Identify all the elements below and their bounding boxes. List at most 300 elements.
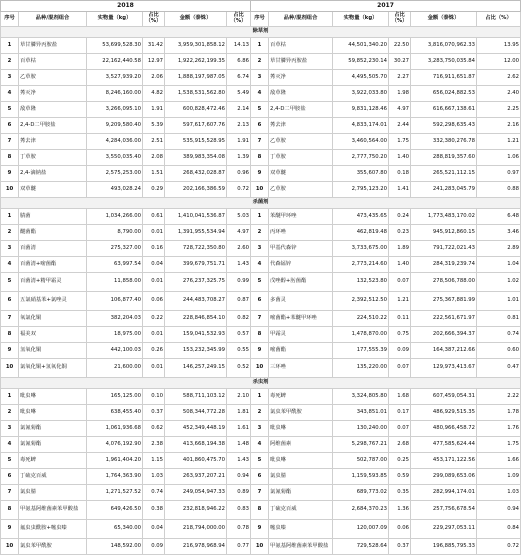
table-row [1, 54, 521, 70]
row-index-left: 2 [1, 225, 19, 241]
amount-share-left: 1.91 [227, 134, 251, 150]
variety-name-right: 甲霜灵 [269, 327, 333, 343]
table-row [1, 327, 521, 343]
amount-left: 401,860,475.70 [165, 453, 227, 469]
variety-name-left: 毒死蜱 [19, 453, 87, 469]
quantity-right: 689,773.02 [333, 485, 389, 501]
quantity-left: 53,699,528.30 [87, 38, 143, 54]
table-row [1, 469, 521, 485]
variety-name-right: 吡虫啉 [269, 453, 333, 469]
row-index-right: 5 [251, 102, 269, 118]
quantity-share-left: 0.10 [143, 389, 165, 405]
quantity-left: 165,125.00 [87, 389, 143, 405]
variety-name-right: 嘧菌酯+苯醚甲环唑 [269, 311, 333, 327]
amount-left: 228,846,854.10 [165, 311, 227, 327]
amount-share-left: 0.77 [227, 539, 251, 555]
amount-share-left: 2.60 [227, 241, 251, 257]
amount-left: 249,054,947.33 [165, 485, 227, 501]
section-header-row [1, 198, 521, 209]
quantity-share-left: 5.39 [143, 118, 165, 134]
quantity-right: 1,159,593.85 [333, 469, 389, 485]
quantity-share-left: 12.97 [143, 54, 165, 70]
amount-right: 453,171,122.56 [411, 453, 477, 469]
variety-name-left: 2,4-滴钠盐 [19, 166, 87, 182]
quantity-right: 1,478,870.00 [333, 327, 389, 343]
amount-right: 477,585,624.44 [411, 437, 477, 453]
row-index-left: 5 [1, 453, 19, 469]
quantity-right: 177,555.39 [333, 343, 389, 359]
row-index-right: 2 [251, 225, 269, 241]
variety-name-right: 氯虫腈 [269, 469, 333, 485]
col-header-amount-right: 金额（泰铢） [411, 12, 477, 27]
row-index-right: 6 [251, 469, 269, 485]
row-index-left: 4 [1, 257, 19, 273]
amount-share-right: 1.78 [477, 405, 521, 421]
row-index-left: 3 [1, 421, 19, 437]
variety-name-left: 醚菌酯 [19, 225, 87, 241]
variety-name-right: 双草醚 [269, 166, 333, 182]
quantity-share-right: 0.24 [389, 209, 411, 225]
quantity-right: 2,777,750.20 [333, 150, 389, 166]
variety-name-left: 百草枯 [19, 54, 87, 70]
quantity-right: 462,819.48 [333, 225, 389, 241]
col-header-variety-left: 品种/混剂组合 [19, 12, 87, 27]
amount-share-left: 6.86 [227, 54, 251, 70]
row-index-left: 4 [1, 437, 19, 453]
row-index-left: 9 [1, 166, 19, 182]
quantity-left: 442,100.03 [87, 343, 143, 359]
table-row [1, 182, 521, 198]
variety-name-left: 乙草胺 [19, 70, 87, 86]
quantity-right: 502,787.00 [333, 453, 389, 469]
quantity-left: 8,246,160.00 [87, 86, 143, 102]
section-title: 杀虫剂 [1, 378, 521, 389]
col-header-qty-share-right: 占比（%） [389, 12, 411, 27]
table-row [1, 389, 521, 405]
quantity-share-left: 0.22 [143, 311, 165, 327]
amount-right: 229,297,053.11 [411, 520, 477, 539]
variety-name-left: 丁硫克百威 [19, 469, 87, 485]
row-index-left: 9 [1, 520, 19, 539]
amount-right: 257,756,678.54 [411, 501, 477, 520]
table-row [1, 485, 521, 501]
col-header-index-right: 序号 [251, 12, 269, 27]
quantity-share-left: 0.37 [143, 405, 165, 421]
amount-left: 389,983,354.08 [165, 150, 227, 166]
quantity-share-right: 0.11 [389, 311, 411, 327]
amount-right: 3,816,070,962.33 [411, 38, 477, 54]
quantity-share-right: 0.17 [389, 405, 411, 421]
quantity-share-right: 1.21 [389, 292, 411, 311]
quantity-share-right: 0.07 [389, 359, 411, 378]
amount-share-right: 1.76 [477, 421, 521, 437]
section-title: 除草剂 [1, 27, 521, 38]
quantity-share-right: 4.97 [389, 102, 411, 118]
amount-share-right: 0.84 [477, 520, 521, 539]
variety-name-left: 福美双 [19, 327, 87, 343]
table-row [1, 241, 521, 257]
amount-share-left: 0.99 [227, 273, 251, 292]
row-index-left: 1 [1, 209, 19, 225]
quantity-share-right: 0.59 [389, 469, 411, 485]
quantity-right: 135,220.00 [333, 359, 389, 378]
amount-share-left: 2.14 [227, 102, 251, 118]
amount-share-left: 0.89 [227, 485, 251, 501]
amount-share-right: 1.09 [477, 469, 521, 485]
quantity-right: 132,523.80 [333, 273, 389, 292]
quantity-right: 59,852,230.14 [333, 54, 389, 70]
row-index-left: 1 [1, 389, 19, 405]
amount-left: 1,391,955,534.94 [165, 225, 227, 241]
amount-right: 592,298,635.43 [411, 118, 477, 134]
amount-share-right: 1.21 [477, 134, 521, 150]
quantity-right: 3,922,033.80 [333, 86, 389, 102]
row-index-left: 8 [1, 327, 19, 343]
quantity-share-left: 0.26 [143, 343, 165, 359]
amount-share-left: 4.97 [227, 225, 251, 241]
amount-share-left: 0.52 [227, 359, 251, 378]
amount-share-right: 1.02 [477, 273, 521, 292]
amount-share-left: 2.13 [227, 118, 251, 134]
variety-name-right: 莠灭净 [269, 70, 333, 86]
row-index-right: 4 [251, 86, 269, 102]
quantity-right: 4,495,505.70 [333, 70, 389, 86]
amount-share-left: 0.83 [227, 501, 251, 520]
quantity-left: 275,327.00 [87, 241, 143, 257]
variety-name-right: 氯虫苯甲酰胺 [269, 405, 333, 421]
amount-share-right: 2.16 [477, 118, 521, 134]
variety-name-right: 2,4-D二甲胺盐 [269, 102, 333, 118]
quantity-share-left: 0.06 [143, 292, 165, 311]
variety-name-left: 草甘膦异丙胺盐 [19, 38, 87, 54]
quantity-share-right: 1.41 [389, 182, 411, 198]
variety-name-right: 吡虫啉 [269, 421, 333, 437]
col-header-amt-share-left: 占比（%） [227, 12, 251, 27]
variety-name-right: 代森锰锌 [269, 257, 333, 273]
variety-name-right: 戊唑醇+肟菌酯 [269, 273, 333, 292]
row-index-right: 4 [251, 437, 269, 453]
row-index-right: 2 [251, 54, 269, 70]
row-index-right: 1 [251, 389, 269, 405]
quantity-share-right: 22.50 [389, 38, 411, 54]
row-index-left: 5 [1, 273, 19, 292]
variety-name-right: 苯醚甲环唑 [269, 209, 333, 225]
amount-share-right: 13.95 [477, 38, 521, 54]
table-row [1, 501, 521, 520]
amount-share-right: 2.62 [477, 70, 521, 86]
row-index-left: 8 [1, 150, 19, 166]
amount-right: 480,966,458.72 [411, 421, 477, 437]
quantity-left: 22,162,440.58 [87, 54, 143, 70]
amount-right: 1,773,483,170.02 [411, 209, 477, 225]
quantity-share-right: 2.44 [389, 118, 411, 134]
row-index-right: 9 [251, 343, 269, 359]
row-index-right: 10 [251, 539, 269, 555]
row-index-left: 9 [1, 343, 19, 359]
quantity-share-right: 1.36 [389, 501, 411, 520]
amount-left: 218,794,000.00 [165, 520, 227, 539]
row-index-right: 3 [251, 421, 269, 437]
variety-name-left: 双草醚 [19, 182, 87, 198]
quantity-right: 729,528.64 [333, 539, 389, 555]
amount-left: 1,888,197,987.05 [165, 70, 227, 86]
row-index-right: 8 [251, 150, 269, 166]
quantity-share-left: 0.38 [143, 501, 165, 520]
amount-right: 656,024,882.53 [411, 86, 477, 102]
amount-right: 616,667,138.61 [411, 102, 477, 118]
quantity-share-right: 2.27 [389, 70, 411, 86]
quantity-left: 1,061,936.68 [87, 421, 143, 437]
quantity-share-right: 30.27 [389, 54, 411, 70]
col-header-index-left: 序号 [1, 12, 19, 27]
quantity-share-left: 2.51 [143, 134, 165, 150]
quantity-left: 382,204.03 [87, 311, 143, 327]
quantity-left: 3,550,035.40 [87, 150, 143, 166]
variety-name-left: 丁草胺 [19, 150, 87, 166]
amount-share-left: 14.13 [227, 38, 251, 54]
row-index-left: 8 [1, 501, 19, 520]
quantity-share-right: 0.75 [389, 327, 411, 343]
variety-name-right: 丙环唑 [269, 225, 333, 241]
amount-left: 1,410,041,536.87 [165, 209, 227, 225]
amount-left: 146,257,249.15 [165, 359, 227, 378]
amount-share-right: 1.66 [477, 453, 521, 469]
year-header-row [1, 1, 521, 12]
amount-left: 399,679,751.71 [165, 257, 227, 273]
quantity-share-right: 2.68 [389, 437, 411, 453]
table-row [1, 405, 521, 421]
quantity-share-left: 0.62 [143, 421, 165, 437]
amount-share-left: 0.87 [227, 292, 251, 311]
amount-share-left: 1.43 [227, 257, 251, 273]
amount-left: 1,538,531,562.80 [165, 86, 227, 102]
variety-name-left: 吡虫啉 [19, 405, 87, 421]
variety-name-left: 氯虫腈 [19, 485, 87, 501]
row-index-left: 7 [1, 134, 19, 150]
amount-left: 728,722,350.80 [165, 241, 227, 257]
table-row [1, 453, 521, 469]
amount-share-right: 1.75 [477, 437, 521, 453]
amount-right: 278,506,788.00 [411, 273, 477, 292]
quantity-share-left: 2.38 [143, 437, 165, 453]
quantity-share-left: 0.01 [143, 273, 165, 292]
amount-share-right: 2.22 [477, 389, 521, 405]
quantity-share-left: 0.09 [143, 539, 165, 555]
amount-right: 265,521,112.15 [411, 166, 477, 182]
quantity-right: 3,733,675.00 [333, 241, 389, 257]
amount-left: 597,617,607.76 [165, 118, 227, 134]
quantity-share-left: 0.04 [143, 520, 165, 539]
amount-right: 607,459,054.31 [411, 389, 477, 405]
amount-share-left: 1.43 [227, 453, 251, 469]
quantity-left: 8,790.00 [87, 225, 143, 241]
quantity-left: 1,961,404.20 [87, 453, 143, 469]
variety-name-left: 吡虫啉 [19, 389, 87, 405]
row-index-left: 3 [1, 241, 19, 257]
row-index-right: 4 [251, 257, 269, 273]
quantity-right: 44,501,340.20 [333, 38, 389, 54]
row-index-left: 2 [1, 54, 19, 70]
amount-share-right: 0.74 [477, 327, 521, 343]
quantity-share-left: 1.15 [143, 453, 165, 469]
table-row [1, 225, 521, 241]
table-row [1, 257, 521, 273]
amount-share-left: 0.96 [227, 166, 251, 182]
quantity-share-left: 2.08 [143, 150, 165, 166]
quantity-right: 2,684,370.23 [333, 501, 389, 520]
amount-share-right: 6.48 [477, 209, 521, 225]
amount-share-right: 0.88 [477, 182, 521, 198]
quantity-share-left: 2.06 [143, 70, 165, 86]
variety-name-right: 丁硫克百威 [269, 501, 333, 520]
row-index-right: 3 [251, 70, 269, 86]
amount-left: 1,922,262,199.35 [165, 54, 227, 70]
quantity-share-left: 0.74 [143, 485, 165, 501]
quantity-left: 3,266,095.10 [87, 102, 143, 118]
quantity-right: 3,460,564.00 [333, 134, 389, 150]
row-index-left: 3 [1, 70, 19, 86]
row-index-left: 2 [1, 405, 19, 421]
variety-name-left: 氢氧化铜 [19, 343, 87, 359]
amount-left: 588,711,103.12 [165, 389, 227, 405]
table-row [1, 359, 521, 378]
quantity-left: 638,455.40 [87, 405, 143, 421]
table-row [1, 38, 521, 54]
quantity-share-right: 1.98 [389, 86, 411, 102]
row-index-right: 5 [251, 453, 269, 469]
variety-name-right: 噻虫嗪 [269, 520, 333, 539]
quantity-share-right: 0.06 [389, 520, 411, 539]
quantity-share-left: 0.01 [143, 327, 165, 343]
amount-share-right: 0.72 [477, 539, 521, 555]
amount-left: 232,818,946.22 [165, 501, 227, 520]
row-index-left: 10 [1, 182, 19, 198]
quantity-left: 148,592.00 [87, 539, 143, 555]
quantity-share-right: 0.35 [389, 485, 411, 501]
quantity-share-right: 1.89 [389, 241, 411, 257]
amount-left: 535,915,528.95 [165, 134, 227, 150]
amount-share-left: 0.82 [227, 311, 251, 327]
amount-left: 3,959,301,858.12 [165, 38, 227, 54]
variety-name-right: 三环唑 [269, 359, 333, 378]
amount-left: 413,668,194.38 [165, 437, 227, 453]
variety-name-right: 敌草隆 [269, 86, 333, 102]
quantity-left: 4,076,192.90 [87, 437, 143, 453]
amount-left: 268,432,028.87 [165, 166, 227, 182]
row-index-right: 8 [251, 501, 269, 520]
quantity-share-right: 0.23 [389, 225, 411, 241]
variety-name-left: 甲氨基阿维菌素苯甲酸盐 [19, 501, 87, 520]
quantity-share-left: 0.01 [143, 359, 165, 378]
col-header-quantity-right: 实物量（kg） [333, 12, 389, 27]
amount-right: 164,387,212.66 [411, 343, 477, 359]
table-row [1, 343, 521, 359]
row-index-right: 1 [251, 38, 269, 54]
amount-share-right: 12.00 [477, 54, 521, 70]
variety-name-right: 乙草胺 [269, 134, 333, 150]
table-row [1, 70, 521, 86]
row-index-left: 7 [1, 485, 19, 501]
amount-right: 129,973,413.67 [411, 359, 477, 378]
quantity-right: 2,392,512.50 [333, 292, 389, 311]
quantity-share-right: 0.09 [389, 343, 411, 359]
quantity-right: 224,510.22 [333, 311, 389, 327]
variety-name-right: 百草枯 [269, 38, 333, 54]
amount-share-left: 0.57 [227, 327, 251, 343]
quantity-left: 493,028.24 [87, 182, 143, 198]
amount-share-right: 2.40 [477, 86, 521, 102]
amount-right: 945,912,860.15 [411, 225, 477, 241]
variety-name-left: 敌草隆 [19, 102, 87, 118]
amount-right: 486,929,515.35 [411, 405, 477, 421]
amount-share-right: 0.81 [477, 311, 521, 327]
row-index-left: 5 [1, 102, 19, 118]
amount-share-right: 0.94 [477, 501, 521, 520]
quantity-share-right: 0.07 [389, 273, 411, 292]
col-header-amount-left: 金额（泰铢） [165, 12, 227, 27]
variety-name-left: 莠灭净 [19, 86, 87, 102]
amount-share-left: 0.55 [227, 343, 251, 359]
quantity-share-right: 0.18 [389, 166, 411, 182]
amount-share-left: 2.10 [227, 389, 251, 405]
amount-right: 3,283,750,035.84 [411, 54, 477, 70]
quantity-right: 5,298,767.21 [333, 437, 389, 453]
quantity-share-right: 1.75 [389, 134, 411, 150]
quantity-left: 9,209,580.40 [87, 118, 143, 134]
section-header-row [1, 27, 521, 38]
amount-share-right: 1.01 [477, 292, 521, 311]
amount-share-left: 0.78 [227, 520, 251, 539]
quantity-share-right: 0.37 [389, 539, 411, 555]
variety-name-left: 2,4-D二甲胺盐 [19, 118, 87, 134]
col-header-amt-share-right: 占比（%） [477, 12, 521, 27]
row-index-left: 4 [1, 86, 19, 102]
table-row [1, 311, 521, 327]
table-row [1, 209, 521, 225]
amount-left: 244,483,708.27 [165, 292, 227, 311]
amount-right: 299,089,653.06 [411, 469, 477, 485]
quantity-share-left: 4.82 [143, 86, 165, 102]
table-row [1, 273, 521, 292]
row-index-right: 1 [251, 209, 269, 225]
row-index-right: 2 [251, 405, 269, 421]
quantity-share-right: 1.68 [389, 389, 411, 405]
amount-share-left: 0.72 [227, 182, 251, 198]
amount-share-left: 1.39 [227, 150, 251, 166]
amount-share-left: 1.48 [227, 437, 251, 453]
col-header-variety-right: 品种/混剂组合 [269, 12, 333, 27]
quantity-right: 343,851.01 [333, 405, 389, 421]
quantity-left: 2,575,253.00 [87, 166, 143, 182]
row-index-left: 10 [1, 539, 19, 555]
variety-name-left: 氧氯化铜 [19, 311, 87, 327]
row-index-right: 10 [251, 359, 269, 378]
row-index-right: 9 [251, 166, 269, 182]
quantity-share-left: 0.04 [143, 257, 165, 273]
variety-name-left: 百菌清 [19, 241, 87, 257]
variety-name-right: 氯氰菊酯 [269, 485, 333, 501]
variety-name-left: 氯氧化铜+氢氧化铜 [19, 359, 87, 378]
variety-name-right: 甲氨基阿维菌素苯甲酸盐 [269, 539, 333, 555]
table-row [1, 150, 521, 166]
row-index-right: 7 [251, 134, 269, 150]
amount-share-right: 2.25 [477, 102, 521, 118]
section-title: 杀菌剂 [1, 198, 521, 209]
row-index-right: 9 [251, 520, 269, 539]
quantity-share-left: 0.29 [143, 182, 165, 198]
amount-share-left: 6.74 [227, 70, 251, 86]
quantity-right: 120,007.09 [333, 520, 389, 539]
